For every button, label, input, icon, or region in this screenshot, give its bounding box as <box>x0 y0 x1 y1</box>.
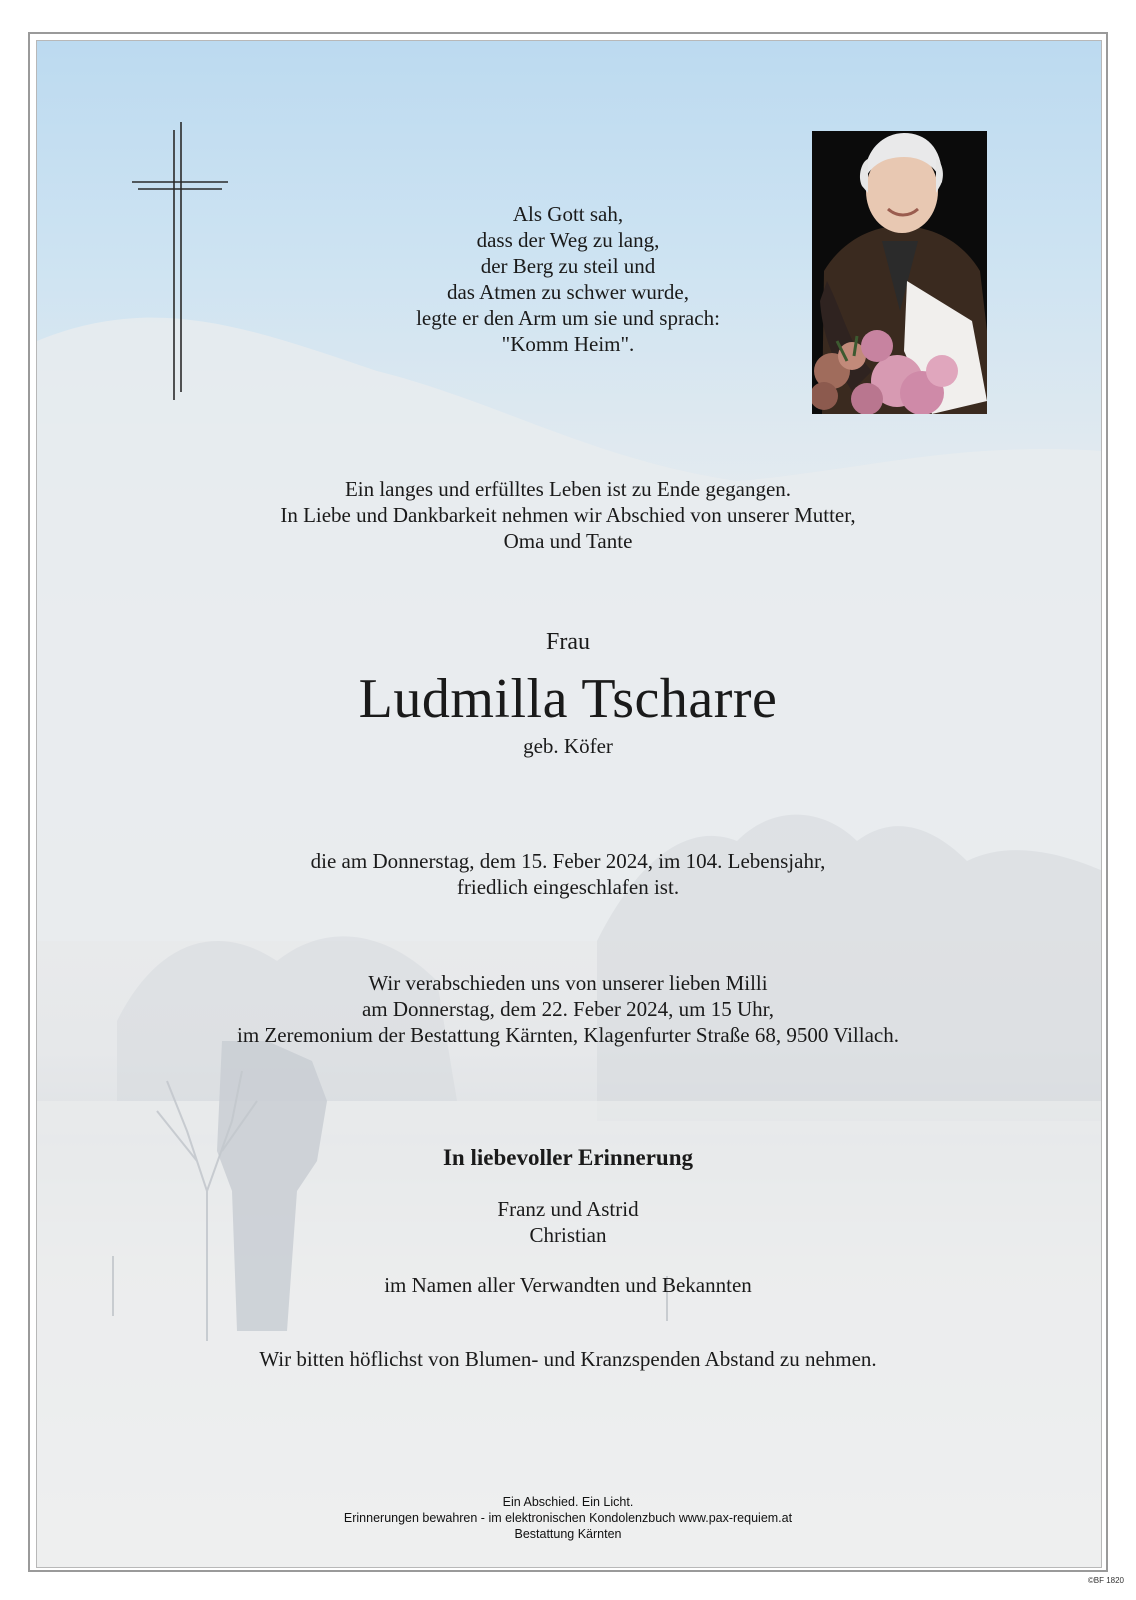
poem <box>0 201 1136 357</box>
death-notice <box>0 848 1136 900</box>
poem-line: Als Gott sah, <box>512 202 624 226</box>
memory-heading: In liebevoller Erinnerung <box>442 1145 694 1170</box>
poem-line: der Berg zu steil und <box>480 254 656 278</box>
family-line: Christian <box>529 1223 607 1247</box>
poem-line: "Komm Heim". <box>501 332 635 356</box>
poem-line: legte er den Arm um sie und sprach: <box>416 306 720 330</box>
farewell-line: am Donnerstag, dem 22. Feber 2024, um 15 Uhr, <box>361 997 775 1021</box>
footer-line: Bestattung Kärnten <box>514 1527 622 1541</box>
death-line: die am Donnerstag, dem 15. Feber 2024, im 104. Lebensjahr, <box>310 849 826 873</box>
death-line: friedlich eingeschlafen ist. <box>456 875 680 899</box>
footer <box>0 1494 1136 1542</box>
relatives-note: im Namen aller Verwandten und Bekannten <box>384 1273 752 1297</box>
farewell-line: Wir verabschieden uns von unserer lieben Milli <box>368 971 768 995</box>
deceased-name: Ludmilla Tscharre <box>358 668 778 730</box>
poem-line: dass der Weg zu lang, <box>476 228 660 252</box>
birth-name: geb. Köfer <box>523 734 613 758</box>
family-names <box>0 1196 1136 1248</box>
intro-line: In Liebe und Dankbarkeit nehmen wir Abschied von unserer Mutter, <box>280 503 856 527</box>
footer-line: Ein Abschied. Ein Licht. <box>502 1495 634 1509</box>
intro-line: Oma und Tante <box>503 529 633 553</box>
family-line: Franz und Astrid <box>497 1197 639 1221</box>
footer-line: Erinnerungen bewahren - im elektronischen Kondolenzbuch www.pax-requiem.at <box>343 1511 793 1525</box>
flowers-note: Wir bitten höflichst von Blumen- und Kranzspenden Abstand zu nehmen. <box>259 1347 877 1371</box>
farewell-details <box>0 970 1136 1048</box>
farewell-line: im Zeremonium der Bestattung Kärnten, Klagenfurter Straße 68, 9500 Villach. <box>236 1023 899 1047</box>
intro-text <box>0 476 1136 554</box>
intro-line: Ein langes und erfülltes Leben ist zu Ende gegangen. <box>344 477 792 501</box>
form-code: ©BF 1820 <box>1087 1576 1124 1585</box>
poem-line: das Atmen zu schwer wurde, <box>446 280 689 304</box>
salutation: Frau <box>546 629 590 655</box>
